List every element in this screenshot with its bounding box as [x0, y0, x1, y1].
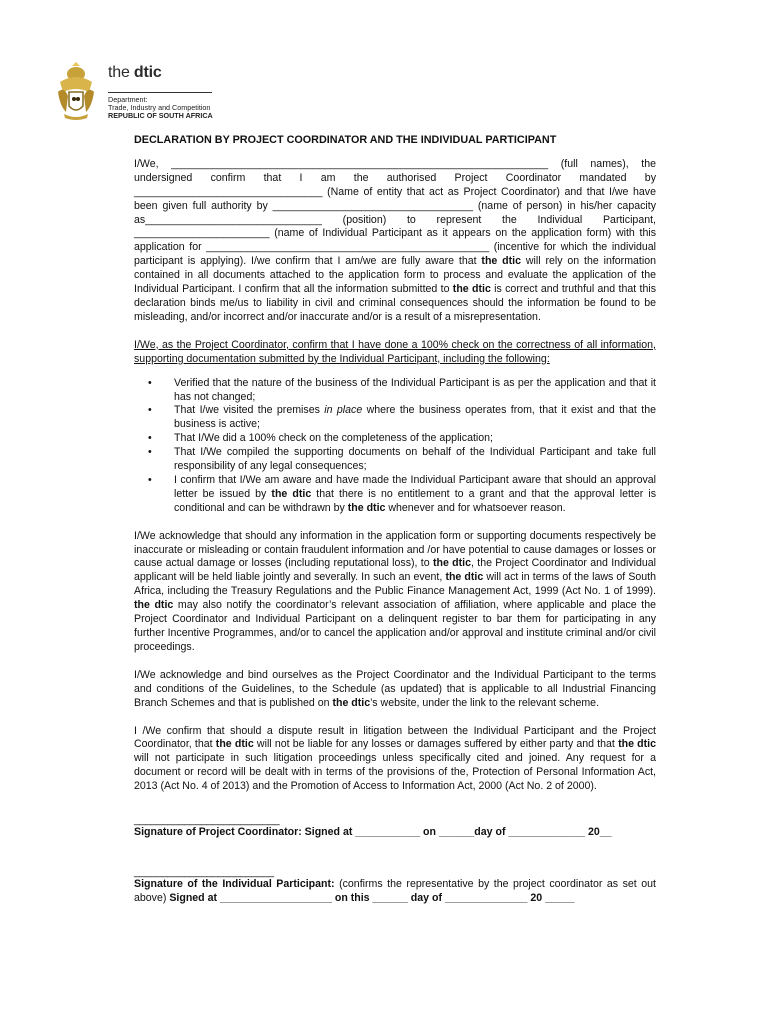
coordinator-signature-text: Signature of Project Coordinator: Signed at ___________ on ______day of _____________ 20__: [134, 826, 612, 839]
department-text: Department: Trade, Industry and Competition REPUBLIC OF SOUTH AFRICA: [108, 95, 213, 121]
list-item: • That I/We compiled the supporting documents on behalf of the Individual Participant and take full responsibility of any legal consequences;: [134, 446, 656, 474]
paragraph-5: I /We confirm that should a dispute result in litigation between the Individual Participant and the Project Coordinator, that the dtic will not be liable for any losses or damages suffered by either party and that the dtic will not participate in such litigation proceedings unless specifically cited and joined. Any request for a document or record will be dealt with in terms of the provisions of the, Protection of Personal Information Act, 2013 (Act No. 4 of 2013) and the Promotion of Access to Information Act, 2000 (Act No. 2 of 2000).: [134, 724, 657, 793]
signature-line: __________________________: [134, 814, 280, 827]
participant-signature-block: [134, 866, 656, 906]
document-title: DECLARATION BY PROJECT COORDINATOR AND THE INDIVIDUAL PARTICIPANT: [134, 134, 557, 146]
checklist: [134, 377, 656, 516]
list-item: • I confirm that I/We am aware and have made the Individual Participant aware that should an approval letter be issued by the dtic that there is no entitlement to a grant and that the approval letter is conditional and can be withdrawn by the dtic whenever and for whatsoever reason.: [134, 474, 656, 516]
signature-line: _________________________: [134, 865, 274, 878]
brand-name: the dtic: [108, 64, 162, 81]
paragraph-2: I/We, as the Project Coordinator, confirm that I have done a 100% check on the correctness of all information, supporting documentation submitted by the Individual Participant, including the following:: [134, 338, 656, 365]
declaration-body: [134, 134, 656, 906]
list-item: • That I/We did a 100% check on the completeness of the application;: [134, 432, 656, 446]
list-item: • Verified that the nature of the business of the Individual Participant is as per the application and that it has not changed;: [134, 377, 656, 405]
logo-divider: [108, 92, 212, 93]
list-item: • That I/we visited the premises in place where the business operates from, that it exist and that the business is active;: [134, 404, 656, 432]
participant-signature-text: Signature of the Individual Participant: (confirms the representative by the project coordinator as set out above) Signed at ___________________ on this ______ day of ______________ 20 _____: [134, 877, 656, 904]
coat-of-arms-icon: [54, 62, 98, 122]
dtic-logo: [54, 62, 224, 124]
paragraph-3: I/We acknowledge that should any information in the application form or supporting documents respectively be inaccurate or misleading or contain fraudulent information and /or have potential to cause damages or losses or cause actual damage or losses (including reputational loss), to the dtic, the Project Coordinator and Individual applicant will be held liable jointly and severally. In such an event, the dtic will act in terms of the laws of South Africa, including the Treasury Regulations and the Public Finance Management Act, 1999 (Act No. 1 of 1999). the dtic may also notify the coordinator’s relevant association of affiliation, where applicable and place the Project Coordinator and Individual Participant on a delinquent register to bar them for participating in any further Incentive Programmes, and/or to cancel the application and/or approval and institute criminal and/or civil proceedings.: [134, 529, 657, 653]
paragraph-1: I/We, ________________________________________________________________ (full names), the undersigned confirm that I am the authorised Project Coordinator mandated by ________________________________ (Name of entity that act as Project Coordinator) and that I/we have been given full authority by __________________________________ (name of person) in his/her capacity as______________________________ (position) to represent the Individual Participant, _______________________ (name of Individual Participant as it appears on the application form) with this application for ________________________________________________ (incentive for which the individual participant is applying). I/we confirm that I am/we are fully aware that the dtic will rely on the information contained in all documents attached to the application form to process and evaluate the application of the Individual Participant. I confirm that all the information submitted to the dtic is correct and truthful and that this declaration binds me/us to liability in civil and criminal consequences should the information be found to be misleading, and/or incorrect and/or inaccurate and/or is a result of a misrepresentation.: [134, 157, 657, 323]
paragraph-4: I/We acknowledge and bind ourselves as the Project Coordinator and the Individual Participant to the terms and conditions of the Guidelines, to the Schedule (as updated) that is applicable to all Industrial Financing Branch Schemes and that is published on the dtic’s website, under the link to the relevant scheme.: [134, 668, 656, 709]
coordinator-signature-block: [134, 814, 656, 840]
